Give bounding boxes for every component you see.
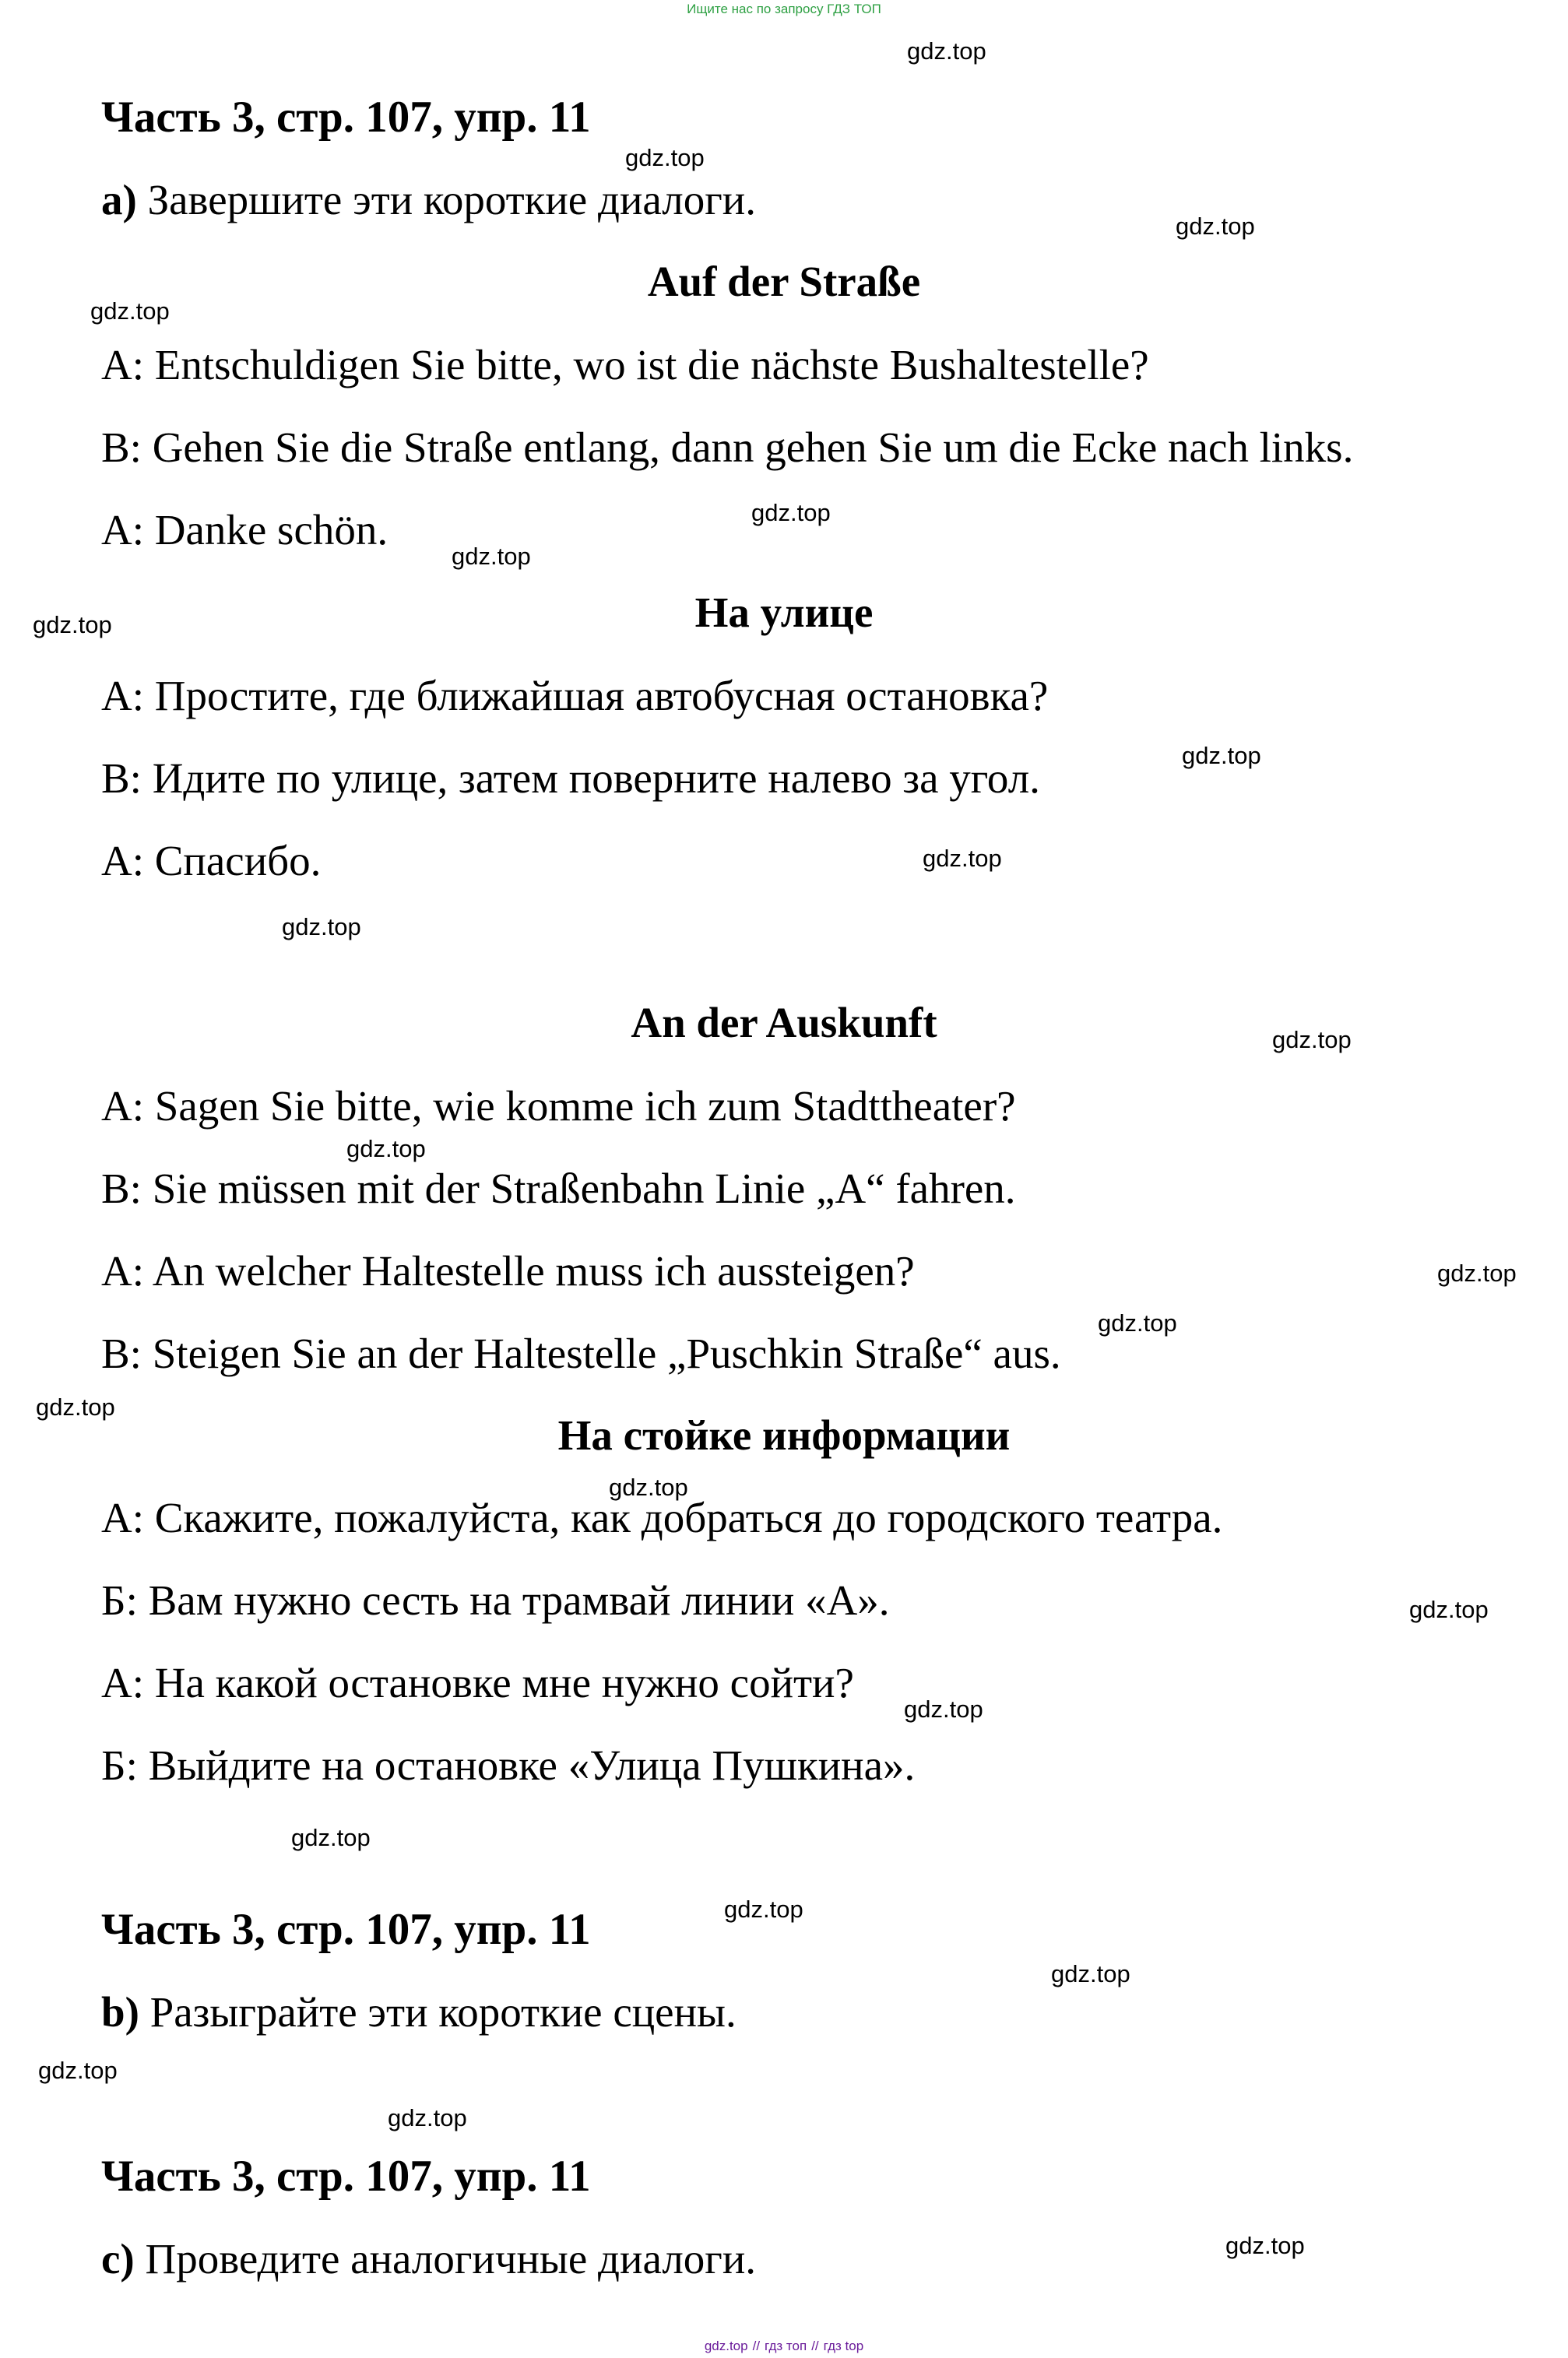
watermark: gdz.top: [923, 845, 1002, 872]
task-a: [101, 175, 756, 224]
watermark: gdz.top: [346, 1135, 426, 1162]
watermark: gdz.top: [904, 1696, 983, 1723]
task-text-b: Разыграйте эти короткие сцены.: [149, 1988, 737, 2036]
watermark: gdz.top: [1176, 213, 1255, 240]
dialog-line: А: Простите, где ближайшая автобусная остановка?: [101, 672, 1049, 719]
dialog-line: A: Danke schön.: [101, 506, 388, 553]
task-text-c: Проведите аналогичные диалоги.: [145, 2235, 757, 2282]
task-letter-b: b): [101, 1988, 139, 2036]
dialog-line: A: An welcher Haltestelle muss ich aussteigen?: [101, 1247, 915, 1295]
watermark: gdz.top: [625, 144, 705, 171]
footer-separator: //: [811, 2339, 819, 2353]
watermark: gdz.top: [1272, 1026, 1352, 1053]
dialog-line: B: Gehen Sie die Straße entlang, dann gehen Sie um die Ecke nach links.: [101, 423, 1354, 471]
footer-separator: //: [752, 2339, 761, 2353]
footer-link-gdz-top[interactable]: gdz.top: [704, 2339, 748, 2353]
dialog-heading-an-der-auskunft: An der Auskunft: [631, 999, 937, 1046]
watermark: gdz.top: [1182, 742, 1261, 769]
watermark: gdz.top: [33, 611, 112, 638]
dialog-line: B: Steigen Sie an der Haltestelle „Puschkin Straße“ aus.: [101, 1330, 1061, 1377]
dialog-line: А: Спасибо.: [101, 837, 322, 884]
dialog-line: А: Скажите, пожалуйста, как добраться до городского театра.: [101, 1494, 1223, 1541]
task-letter-a: a): [101, 176, 137, 223]
watermark: gdz.top: [36, 1393, 115, 1421]
dialog-line: А: На какой остановке мне нужно сойти?: [101, 1659, 854, 1706]
watermark: gdz.top: [282, 913, 361, 940]
footer-link-gdz-top-ru[interactable]: гдз топ: [765, 2339, 807, 2353]
dialog-line: В: Идите по улице, затем поверните налево за угол.: [101, 754, 1040, 802]
watermark: gdz.top: [291, 1824, 371, 1851]
task-text-a: Завершите эти короткие диалоги.: [147, 176, 756, 223]
task-c: [101, 2234, 756, 2283]
task-letter-c: c): [101, 2235, 135, 2282]
watermark: gdz.top: [1437, 1260, 1517, 1287]
dialog-heading-na-stoyke-informatsii: На стойке информации: [557, 1411, 1011, 1459]
section-title-b: Часть 3, стр. 107, упр. 11: [101, 1905, 591, 1954]
watermark: gdz.top: [452, 543, 531, 570]
watermark: gdz.top: [1098, 1309, 1177, 1337]
dialog-line: Б: Выйдите на остановке «Улица Пушкина».: [101, 1741, 916, 1789]
watermark: gdz.top: [609, 1474, 688, 1501]
footer-link-gdz-top-mixed[interactable]: гдз top: [823, 2339, 864, 2353]
top-banner: Ищите нас по запросу ГДЗ ТОП: [687, 2, 881, 16]
section-title-c: Часть 3, стр. 107, упр. 11: [101, 2152, 591, 2201]
watermark: gdz.top: [388, 2104, 467, 2131]
watermark: gdz.top: [1409, 1596, 1489, 1623]
footer: [0, 2339, 1568, 2354]
task-b: [101, 1987, 737, 2036]
dialog-line: B: Sie müssen mit der Straßenbahn Linie „A“ fahren.: [101, 1165, 1016, 1212]
watermark: gdz.top: [907, 37, 986, 65]
watermark: gdz.top: [1225, 2232, 1305, 2259]
watermark: gdz.top: [38, 2057, 118, 2084]
watermark: gdz.top: [724, 1896, 803, 1923]
watermark: gdz.top: [751, 499, 831, 526]
watermark: gdz.top: [1051, 1960, 1130, 1987]
watermark: gdz.top: [90, 297, 170, 325]
dialog-line: Б: Вам нужно сесть на трамвай линии «А».: [101, 1576, 890, 1624]
section-title-a: Часть 3, стр. 107, упр. 11: [101, 93, 591, 142]
dialog-heading-auf-der-strasse: Auf der Straße: [647, 258, 921, 305]
dialog-line: A: Sagen Sie bitte, wie komme ich zum Stadttheater?: [101, 1082, 1016, 1130]
dialog-line: A: Entschuldigen Sie bitte, wo ist die nächste Bushaltestelle?: [101, 341, 1149, 388]
dialog-heading-na-ulitse: На улице: [694, 589, 874, 636]
